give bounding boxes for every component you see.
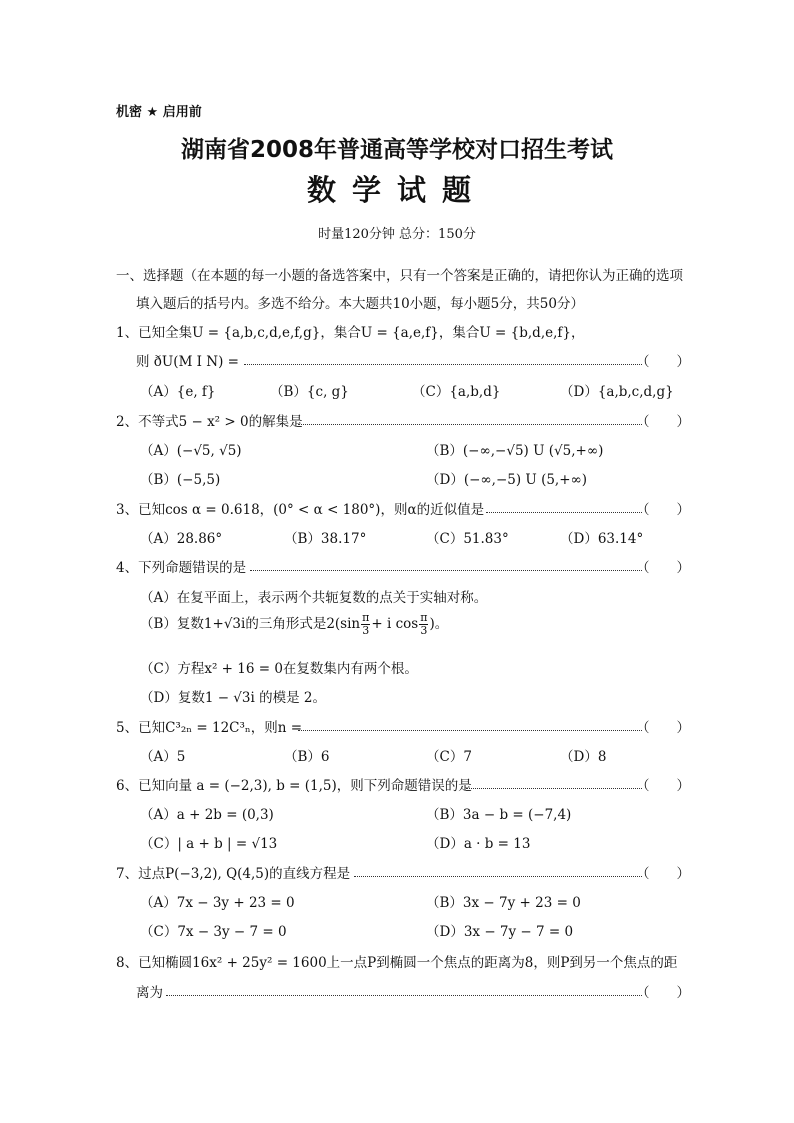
q4-option-c: （C）方程x² + 16 = 0在复数集内有两个根。 bbox=[140, 661, 418, 677]
q5-stem: 5、已知C³₂ₙ = 12C³ₙ，则n = bbox=[116, 720, 303, 736]
q5-option-d: （D）8 bbox=[560, 749, 607, 765]
q6-stem: 6、已知向量 a = (−2,3), b = (1,5)，则下列命题错误的是 bbox=[116, 778, 472, 794]
q1-leader-dots bbox=[244, 364, 642, 365]
q2-option-b: （B）(−∞,−√5) U (√5,+∞) bbox=[426, 443, 604, 459]
section1-line2: 填入题后的括号内。多选不给分。本大题共10小题，每小题5分，共50分） bbox=[136, 296, 584, 312]
q1-option-a: （A）{e, f} bbox=[140, 384, 216, 400]
q5-option-a: （A）5 bbox=[140, 749, 186, 765]
q6-option-c: （C）| a + b | = √13 bbox=[140, 836, 278, 852]
fraction-denominator: 3 bbox=[420, 624, 428, 637]
q3-answer-paren: （ ） bbox=[636, 502, 690, 518]
pi-over-3-fraction-2 bbox=[419, 612, 428, 637]
q2-option-c: （B）(−5,5) bbox=[140, 472, 221, 488]
q5-leader-dots bbox=[298, 730, 642, 731]
q4-option-b-pre: （B）复数1+√3i的三角形式是2(sin bbox=[140, 616, 361, 632]
q4-option-b-mid: + i cos bbox=[371, 616, 419, 632]
q1-option-d: （D）{a,b,c,d,g} bbox=[560, 384, 674, 400]
q2-answer-paren: （ ） bbox=[636, 414, 690, 430]
q7-leader-dots bbox=[354, 876, 642, 877]
q7-option-a: （A）7x − 3y + 23 = 0 bbox=[140, 895, 295, 911]
q4-stem: 4、下列命题错误的是 bbox=[116, 560, 247, 576]
q8-stem2: 离为 bbox=[136, 985, 163, 1001]
q2-stem: 2、不等式5 − x² > 0的解集是 bbox=[116, 414, 303, 430]
fraction-numerator: π bbox=[362, 611, 370, 624]
q8-leader-dots bbox=[166, 995, 642, 996]
q4-option-b-post: )。 bbox=[429, 616, 449, 632]
q1-answer-paren: （ ） bbox=[636, 354, 690, 370]
q8-answer-paren: （ ） bbox=[636, 985, 690, 1001]
q5-answer-paren: （ ） bbox=[636, 720, 690, 736]
q2-option-d: （D）(−∞,−5) U (5,+∞) bbox=[426, 472, 588, 488]
time-info: 时量120分钟 总分：150分 bbox=[318, 227, 476, 242]
q7-stem: 7、过点P(−3,2), Q(4,5)的直线方程是 bbox=[116, 866, 351, 882]
q1-option-c: （C）{a,b,d} bbox=[412, 384, 501, 400]
q1-stem2: 则 ðU(M I N) = bbox=[136, 354, 239, 370]
q3-option-b: （B）38.17° bbox=[284, 531, 367, 547]
q7-option-d: （D）3x − 7y − 7 = 0 bbox=[426, 924, 574, 940]
q4-answer-paren: （ ） bbox=[636, 560, 690, 576]
q5-option-b: （B）6 bbox=[284, 749, 330, 765]
q4-option-d: （D）复数1 − √3i 的模是 2。 bbox=[140, 690, 326, 706]
q7-option-c: （C）7x − 3y − 7 = 0 bbox=[140, 924, 287, 940]
q8-stem: 8、已知椭圆16x² + 25y² = 1600上一点P到椭圆一个焦点的距离为8，则P到另一个焦点的距 bbox=[116, 955, 678, 971]
q3-option-c: （C）51.83° bbox=[426, 531, 509, 547]
q6-option-d: （D）a · b = 13 bbox=[426, 836, 531, 852]
q3-leader-dots bbox=[486, 512, 642, 513]
q7-answer-paren: （ ） bbox=[636, 866, 690, 882]
q1-option-b: （B）{c, g} bbox=[270, 384, 349, 400]
fraction-numerator: π bbox=[420, 611, 428, 624]
q4-option-b bbox=[140, 612, 448, 637]
q4-leader-dots bbox=[250, 570, 642, 571]
q1-stem: 1、已知全集U = {a,b,c,d,e,f,g}，集合U = {a,e,f}，集合U = {b,d,e,f}， bbox=[116, 325, 585, 341]
q5-option-c: （C）7 bbox=[426, 749, 472, 765]
q6-option-a: （A）a + 2b = (0,3) bbox=[140, 807, 274, 823]
q2-leader-dots bbox=[298, 424, 642, 425]
fraction-denominator: 3 bbox=[362, 624, 370, 637]
q6-answer-paren: （ ） bbox=[636, 778, 690, 794]
q3-stem: 3、已知cos α = 0.618，(0° < α < 180°)，则α的近似值是 bbox=[116, 502, 485, 518]
exam-title: 湖南省2008年普通高等学校对口招生考试 bbox=[180, 137, 613, 163]
q3-option-a: （A）28.86° bbox=[140, 531, 223, 547]
q7-option-b: （B）3x − 7y + 23 = 0 bbox=[426, 895, 581, 911]
confidential-label: 机密 ★ 启用前 bbox=[116, 105, 202, 120]
q4-option-a: （A）在复平面上，表示两个共轭复数的点关于实轴对称。 bbox=[140, 590, 488, 606]
exam-subtitle: 数学试题 bbox=[306, 173, 487, 207]
section1-line1: 一、选择题（在本题的每一小题的备选答案中，只有一个答案是正确的，请把你认为正确的选项 bbox=[116, 268, 683, 284]
q6-option-b: （B）3a − b = (−7,4) bbox=[426, 807, 572, 823]
q6-leader-dots bbox=[466, 788, 642, 789]
q2-option-a: （A）(−√5, √5) bbox=[140, 443, 242, 459]
q3-option-d: （D）63.14° bbox=[560, 531, 644, 547]
pi-over-3-fraction bbox=[361, 612, 370, 637]
